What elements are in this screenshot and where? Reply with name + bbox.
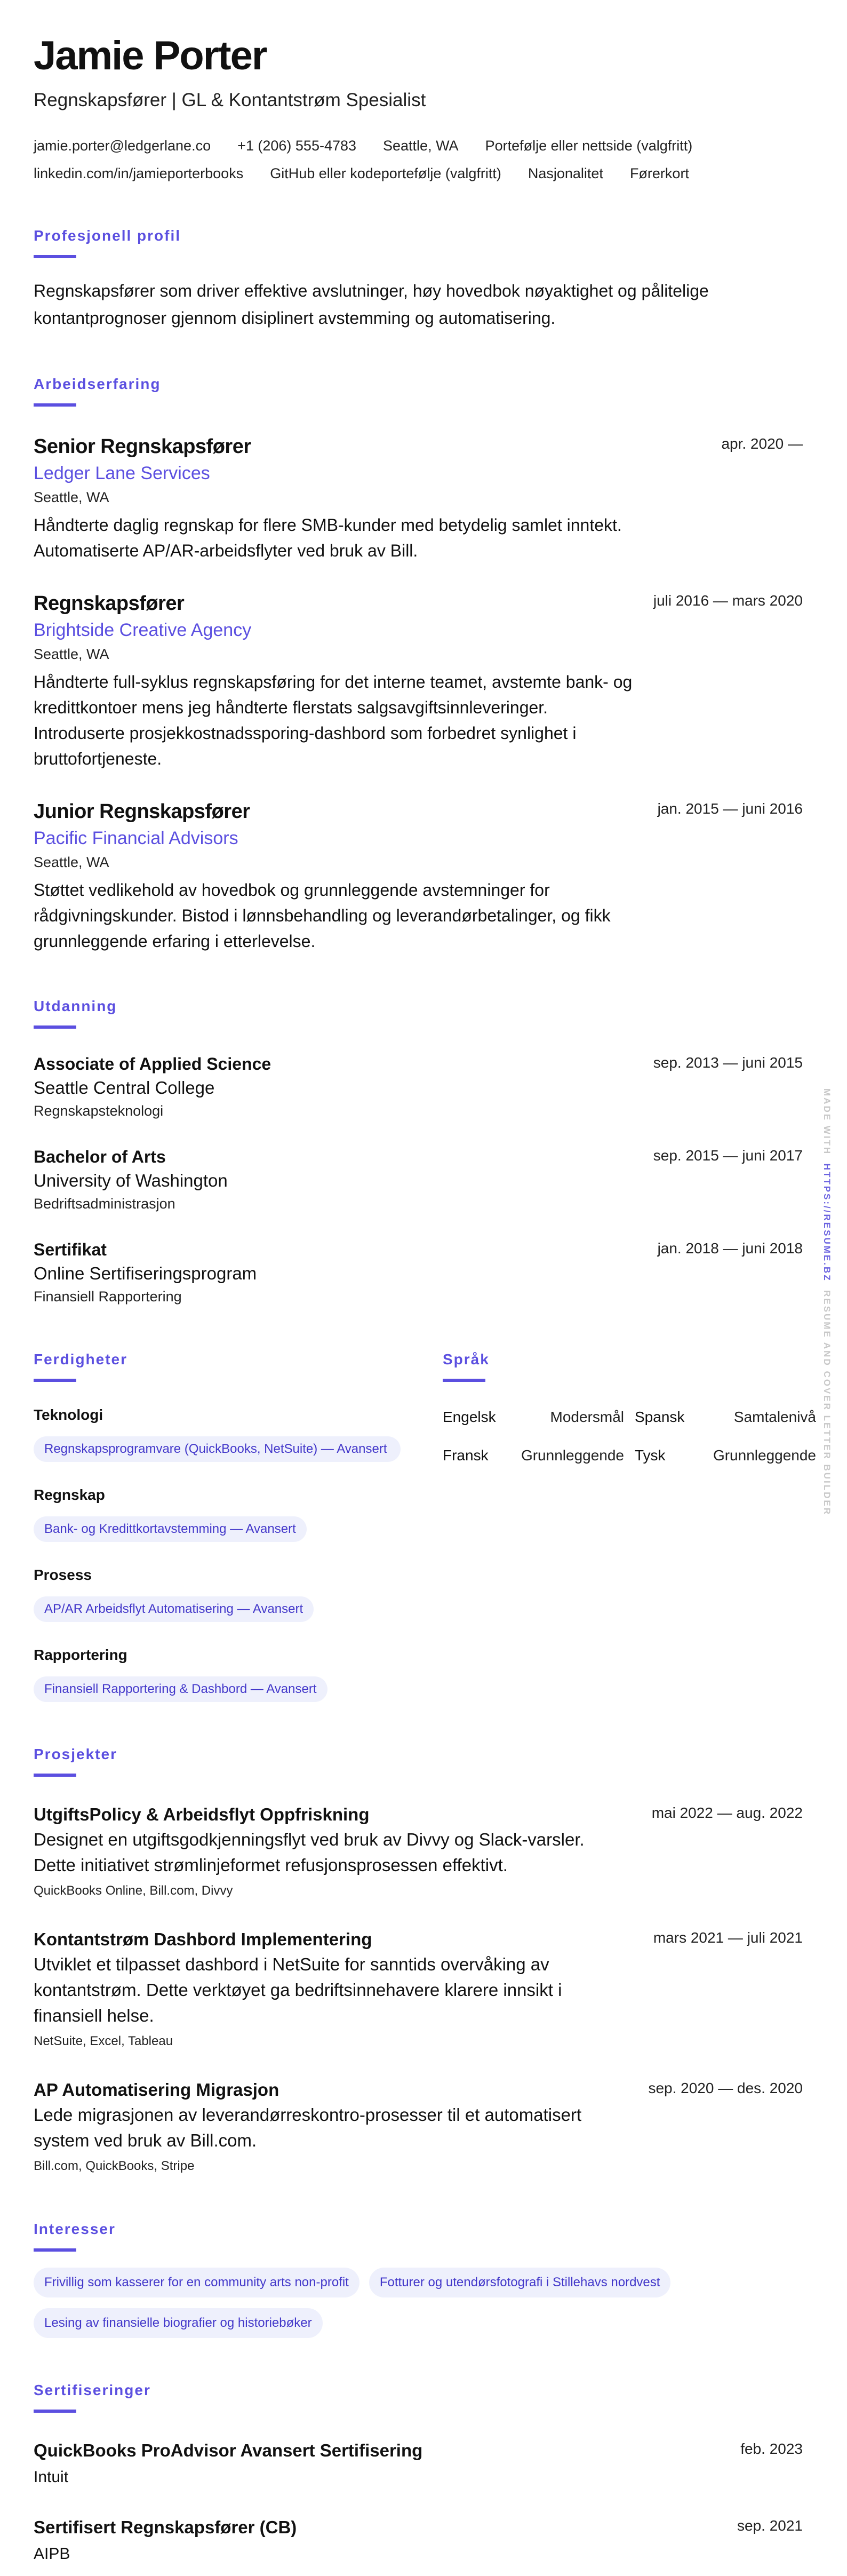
- contact-list: [34, 136, 803, 184]
- job-title: Junior Regnskapsfører: [34, 800, 250, 823]
- skill-chip: Regnskapsprogramvare (QuickBooks, NetSuite) — Avansert: [34, 1436, 401, 1462]
- degree: Sertifikat: [34, 1240, 107, 1259]
- job-subtitle: Regnskapsfører | GL & Kontantstrøm Spesialist: [34, 90, 426, 110]
- education-date: jan. 2018 — juni 2018: [657, 1240, 803, 1257]
- section-heading: Prosjekter: [34, 1746, 117, 1762]
- profile-text: Regnskapsfører som driver effektive avslutninger, høy hovedbok nøyaktighet og pålitelige kontantprognoser gjennom disiplinert avstemming og automatisering.: [34, 281, 709, 328]
- section-underline: [34, 1025, 76, 1029]
- interests-section: [34, 2220, 803, 2338]
- job-entry: [34, 590, 803, 772]
- interest-chip: Fotturer og utendørsfotografi i Stillehavs nordvest: [369, 2268, 671, 2297]
- job-company: Pacific Financial Advisors: [34, 828, 238, 848]
- language-item: [635, 1445, 816, 1466]
- job-company: Brightside Creative Agency: [34, 620, 252, 640]
- projects-section: [34, 1745, 803, 2177]
- language-level: Grunnleggende: [713, 1447, 816, 1464]
- education-date: sep. 2015 — juni 2017: [653, 1147, 803, 1164]
- skills-languages-row: [34, 1350, 816, 1702]
- certification-entry: [34, 2515, 803, 2566]
- contact-location: Seattle, WA: [383, 138, 459, 154]
- profile-section: [34, 226, 803, 332]
- project-tools: QuickBooks Online, Bill.com, Divvy: [34, 1883, 233, 1898]
- field: Bedriftsadministrasjon: [34, 1196, 175, 1212]
- language-item: [635, 1406, 816, 1428]
- language-item: [443, 1406, 624, 1428]
- certification-entry: [34, 2438, 803, 2490]
- job-entry: [34, 433, 803, 563]
- school: Online Sertifiseringsprogram: [34, 1263, 257, 1283]
- certification-date: sep. 2021: [737, 2517, 803, 2534]
- school: University of Washington: [34, 1171, 228, 1190]
- language-name: Fransk: [443, 1447, 489, 1464]
- skill-chip: Finansiell Rapportering & Dashbord — Avansert: [34, 1676, 327, 1702]
- project-description: Utviklet et tilpasset dashbord i NetSuite for sanntids overvåking av kontantstrøm. Dette verktøyet ga bedriftsinnehavere klarere innsikt i finansiell helse.: [34, 1954, 562, 2025]
- certification-title: Sertifisert Regnskapsfører (CB): [34, 2517, 297, 2537]
- section-underline: [34, 1379, 76, 1382]
- experience-section: [34, 375, 803, 954]
- project-title: AP Automatisering Migrasjon: [34, 2080, 279, 2100]
- project-entry: [34, 1802, 803, 1902]
- job-date: apr. 2020 —: [721, 435, 803, 452]
- interest-chip: Lesing av finansielle biografier og historiebøker: [34, 2308, 323, 2338]
- skill-group-label: Teknologi: [34, 1406, 103, 1423]
- section-underline: [34, 255, 76, 258]
- education-section: [34, 997, 803, 1307]
- language-name: Spansk: [635, 1409, 685, 1425]
- job-entry: [34, 798, 803, 954]
- contact-email[interactable]: jamie.porter@ledgerlane.co: [34, 138, 211, 154]
- skill-chip: Bank- og Kredittkortavstemming — Avansert: [34, 1516, 307, 1542]
- degree: Associate of Applied Science: [34, 1054, 271, 1074]
- project-description: Designet en utgiftsgodkjenningsflyt ved bruk av Divvy og Slack-varsler. Dette initiativet strømlinjeformet refusjonsprosessen effektivt.: [34, 1830, 585, 1875]
- section-heading: Interesser: [34, 2221, 116, 2237]
- section-heading: Språk: [443, 1351, 490, 1367]
- language-item: [443, 1445, 624, 1466]
- certification-issuer: AIPB: [34, 2545, 70, 2563]
- education-entry: [34, 1145, 803, 1214]
- job-date: juli 2016 — mars 2020: [653, 592, 803, 609]
- education-date: sep. 2013 — juni 2015: [653, 1054, 803, 1071]
- project-tools: NetSuite, Excel, Tableau: [34, 2034, 173, 2048]
- skill-group-label: Regnskap: [34, 1486, 105, 1503]
- field: Finansiell Rapportering: [34, 1289, 182, 1305]
- contact-license: Førerkort: [629, 165, 689, 181]
- job-company: Ledger Lane Services: [34, 463, 210, 483]
- education-entry: [34, 1238, 803, 1307]
- project-date: mars 2021 — juli 2021: [653, 1929, 803, 1946]
- section-heading: Utdanning: [34, 998, 117, 1014]
- project-entry: [34, 2078, 803, 2177]
- project-title: UtgiftsPolicy & Arbeidsflyt Oppfriskning: [34, 1804, 370, 1824]
- certifications-section: [34, 2381, 803, 2566]
- section-underline: [34, 2248, 76, 2252]
- job-location: Seattle, WA: [34, 854, 109, 870]
- resume: [34, 0, 816, 2566]
- language-level: Samtalenivå: [733, 1409, 816, 1425]
- project-entry: [34, 1927, 803, 2052]
- contact-github[interactable]: GitHub eller kodeportefølje (valgfritt): [270, 165, 501, 181]
- job-description: Støttet vedlikehold av hovedbok og grunnleggende avstemninger for rådgivningskunder. Bistod i lønnsbehandling og leverandørbetalinger, og fikk grunnleggende erfaring i etterlevelse.: [34, 880, 611, 951]
- candidate-name: Jamie Porter: [34, 33, 267, 78]
- interest-list: [34, 2268, 803, 2338]
- project-title: Kontantstrøm Dashbord Implementering: [34, 1929, 372, 1949]
- job-title: Regnskapsfører: [34, 592, 185, 615]
- skill-chip: AP/AR Arbeidsflyt Automatisering — Avansert: [34, 1596, 314, 1622]
- language-name: Engelsk: [443, 1409, 496, 1425]
- job-description: Håndterte full-syklus regnskapsføring for det interne teamet, avstemte bank- og kredittkontoer mens jeg håndterte flerstats salgsavgiftsinnleveringer. Introduserte prosjekkostnadssporing-dashbord som forbedret synlighet i bruttofortjeneste.: [34, 672, 633, 768]
- section-underline: [34, 2410, 76, 2413]
- section-heading: Ferdigheter: [34, 1351, 128, 1367]
- job-date: jan. 2015 — juni 2016: [657, 800, 803, 817]
- project-date: sep. 2020 — des. 2020: [648, 2080, 803, 2096]
- project-description: Lede migrasjonen av leverandørreskontro-prosesser til et automatisert system ved bruk av Bill.com.: [34, 2105, 582, 2150]
- language-name: Tysk: [635, 1447, 666, 1464]
- contact-phone[interactable]: +1 (206) 555-4783: [237, 138, 357, 154]
- language-list: [443, 1406, 816, 1466]
- certification-issuer: Intuit: [34, 2468, 69, 2486]
- section-heading: Profesjonell profil: [34, 227, 181, 244]
- skills-section: [34, 1350, 443, 1702]
- school: Seattle Central College: [34, 1078, 215, 1098]
- contact-nationality: Nasjonalitet: [528, 165, 603, 181]
- project-date: mai 2022 — aug. 2022: [651, 1804, 803, 1821]
- job-location: Seattle, WA: [34, 646, 109, 662]
- degree: Bachelor of Arts: [34, 1147, 166, 1166]
- section-underline: [443, 1379, 485, 1382]
- watermark: [821, 1088, 832, 1516]
- section-heading: Arbeidserfaring: [34, 376, 161, 392]
- watermark-link[interactable]: HTTPS://RESUME.BZ: [822, 1163, 832, 1282]
- contact-linkedin[interactable]: linkedin.com/in/jamieporterbooks: [34, 165, 244, 181]
- contact-portfolio[interactable]: Portefølje eller nettside (valgfritt): [485, 138, 693, 154]
- watermark-prefix: MADE WITH: [822, 1088, 832, 1156]
- job-description: Håndterte daglig regnskap for flere SMB-kunder med betydelig samlet inntekt. Automatiserte AP/AR-arbeidsflyter ved bruk av Bill.: [34, 515, 622, 560]
- section-heading: Sertifiseringer: [34, 2382, 151, 2398]
- section-underline: [34, 403, 76, 407]
- section-underline: [34, 1774, 76, 1777]
- interest-chip: Frivillig som kasserer for en community arts non-profit: [34, 2268, 359, 2297]
- skill-group-label: Prosess: [34, 1567, 92, 1583]
- job-location: Seattle, WA: [34, 489, 109, 505]
- education-entry: [34, 1052, 803, 1122]
- certification-date: feb. 2023: [740, 2440, 803, 2457]
- field: Regnskapsteknologi: [34, 1103, 164, 1119]
- certification-title: QuickBooks ProAdvisor Avansert Sertifisering: [34, 2440, 423, 2460]
- skill-group-label: Rapportering: [34, 1647, 127, 1663]
- languages-section: [443, 1350, 816, 1702]
- project-tools: Bill.com, QuickBooks, Stripe: [34, 2159, 195, 2173]
- language-level: Grunnleggende: [521, 1447, 624, 1464]
- job-title: Senior Regnskapsfører: [34, 435, 251, 458]
- language-level: Modersmål: [550, 1409, 624, 1425]
- watermark-suffix: RESUME AND COVER LETTER BUILDER: [822, 1290, 832, 1516]
